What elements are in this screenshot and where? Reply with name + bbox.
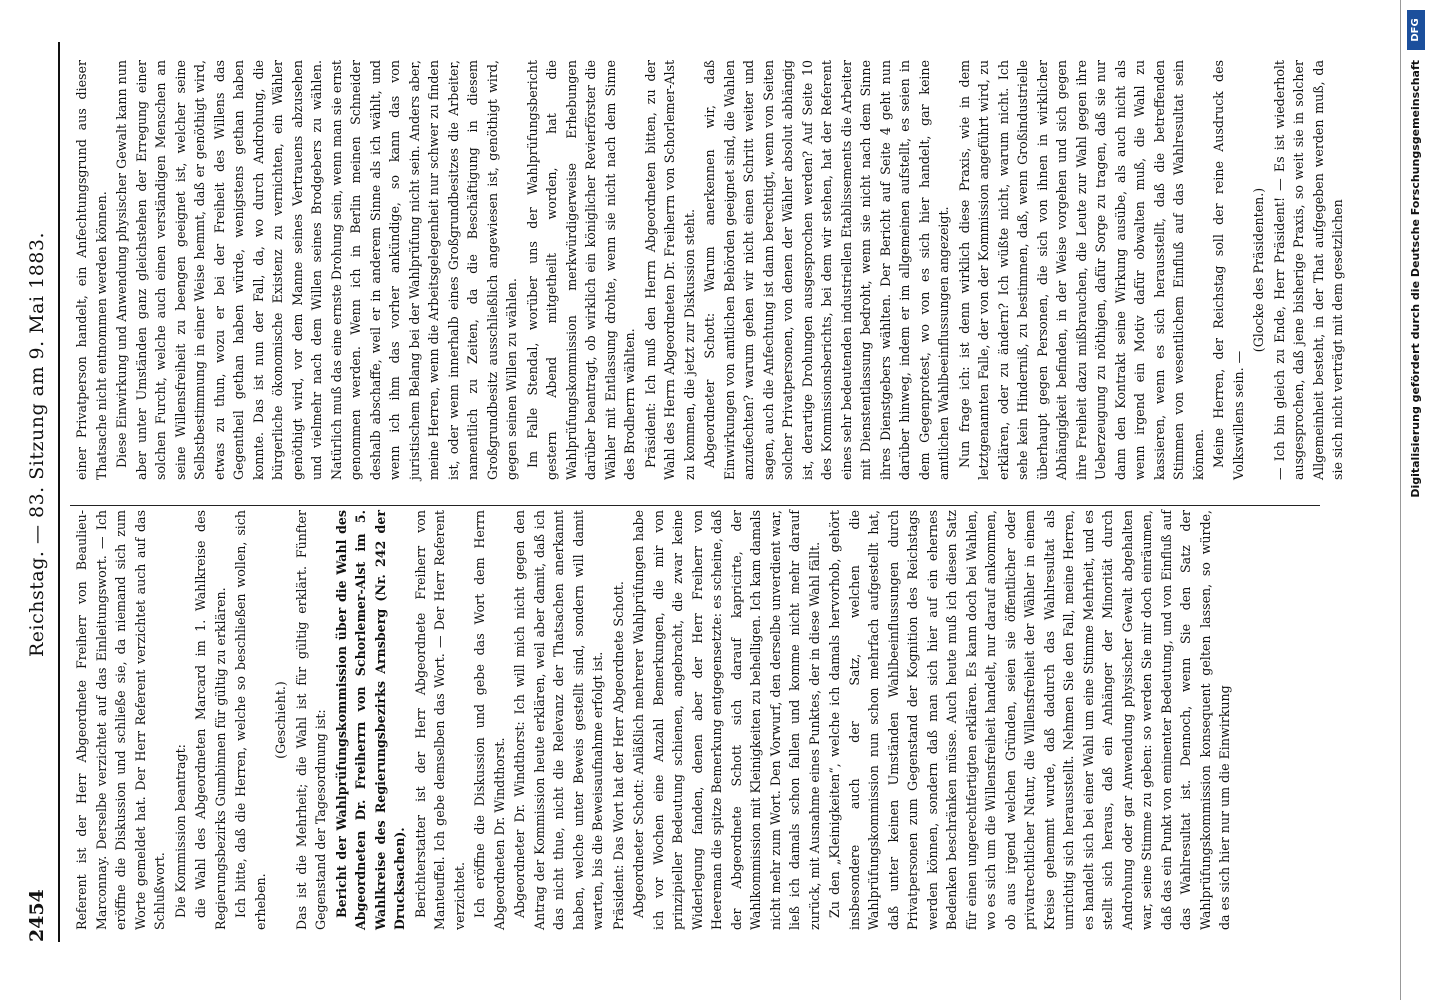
left-column (72, 510, 1236, 930)
paragraph: (Glocke des Präsidenten.) (1251, 187, 1266, 353)
paragraph: Referent ist der Herr Abgeordnete Freiherr von Beaulieu-Marconnay. Derselbe verzichtet auf das Einleitungswort. — Ich eröffne die Diskussion und schließe sie, da niemand sich zum Worte gemeldet hat. Der Herr Referent verzichtet auch auf das Schlußwort. (74, 510, 167, 930)
paragraph: Die Kommission beantragt: (172, 744, 188, 918)
digitization-credit: Digitalisierung gefördert durch die Deutsche Forschungsgemeinschaft (1409, 60, 1422, 498)
paragraph: Abgeordneter Dr. Windthorst: Ich will mich nicht gegen den Antrag der Kommission heute erklären, weil aber damit, daß ich das nicht thue, nicht die Relevanz der Thatsachen anerkannt haben, welche unter Beweis gestellt sind, sondern will damit warten, bis die Beweisaufnahme erfolgt ist. (512, 510, 605, 930)
column-divider (70, 505, 1320, 506)
paragraph: Ich bitte, daß die Herren, welche so beschließen wollen, sich erheben. (233, 510, 268, 930)
right-column (72, 60, 1349, 480)
paragraph: Diese Einwirkung und Anwendung physischer Gewalt kann nun aber unter Umständen ganz gleichstehen der Erregung einer solchen Furcht, welche auch einen verständigen Menschen an seine Willensfreiheit zu beengen geeignet ist, welcher seine Selbstbestimmung in einer Weise hemmt, daß er genöthigt wird, etwas zu thun, wozu er bei der Freiheit des Willens das Gegentheil gethan haben würde, wenigstens gethan haben konnte. Das ist nun der Fall, da, wo durch Androhung, die bürgerliche ökonomische Existenz zu vernichten, ein Wähler genöthigt wird, vor dem Manne seines Vertrauens abzusehen und vielmehr nach dem Willen seines Brodgebers zu wählen. Natürlich muß das eine ernste Drohung sein, wenn man sie ernst genommen werden. Wenn ich in Berlin meinen Schneider deshalb abschaffe, weil er in anderem Sinne als ich wählt, und wenn ich ihm das vorher ankündige, so kann das von juristischem Belang bei der Wahlprüfung nicht sein. Anders aber, meine Herren, wenn die Arbeitsgelegenheit nur schwer zu finden ist, oder wenn innerhalb eines Großgrundbesitzes die Arbeiter, namentlich zu Zeiten, da die Beschäftigung in diesem Großgrundbesitz ausschließlich angewiesen ist, genöthigt wird, gegen seinen Willen zu wählen. (114, 60, 519, 480)
dfg-logo: DFG (1407, 10, 1425, 50)
paragraph: Abgeordneter Schott: Warum anerkennen wir, daß Einwirkungen von amtlichen Behörden geeignet sind, die Wahlen anzufechten? warum gehen wir nicht einen Schritt weiter und sagen, auch die Anfechtung ist dann berechtigt, wenn von Seiten solcher Privatpersonen, von denen der Wähler absolut abhängig ist, derartige Drohungen ausgesprochen werden? Auf Seite 10 des Kommissionsberichts, bei dem wir stehen, hat der Referent eines sehr bedeutenden industriellen Etablissements die Arbeiter mit Dienstentlassung bedroht, wenn sie nicht nach dem Sinne ihres Dienstgebers wählten. Der Bericht auf Seite 4 geht nun darüber hinweg, indem er im allgemeinen aufstellt, es seien in dem Gegenprotest, wo von es sich hier handelt, gar keine amtlichen Wahlbeeinflussungen angezeigt. (702, 60, 951, 480)
paragraph: Abgeordneter Schott: Anläßlich mehrerer Wahlprüfungen habe ich vor Wochen eine Anzahl Bemerkungen, die mir von prinzipieller Bedeutung schienen, angebracht, die zwar keine Widerlegung fanden, denen aber der Herr Freiherr von Heereman die spitze Bemerkung entgegensetzte: es scheine, daß der Abgeordnete Schott sich darauf kapricirte, der Wahlkommission mit Kleinigkeiten zu behelligen. Ich kam damals nicht mehr zum Wort. Den Vorwurf, den derselbe unverdient war, ließ ich damals schon fallen und komme nicht mehr darauf zurück, mit Ausnahme eines Punktes, der in diese Wahl fällt. (631, 510, 822, 930)
paragraph: Zu den „Kleinigkeiten“, welche ich damals hervorhob, gehört insbesondere auch der Satz, welchen die Wahlprüfungskommission nun schon mehrfach aufgestellt hat, daß unter keinen Umständen Wahlbeeinflussungen durch Privatpersonen zum Gegenstand der Kognition des Reichstags werden können, sondern daß man sich hier auf ein ehernes Bedenken beschränken müsse. Auch heute muß ich diesen Satz für einen ungerechtfertigten erklären. Es kann doch bei Wahlen, wo es sich um die Willensfreiheit handelt, nur darauf ankommen, ob aus irgend welchen Gründen, seien sie öffentlicher oder privatrechtlicher Natur, die Willensfreiheit der Wähler in einem Kreise gehemmt wurde, daß dadurch das Wahlresultat als unrichtig sich herausstellt. Nehmen Sie den Fall, meine Herren, es handelt sich bei einer Wahl um eine Stimme Mehrheit, und es stellt sich heraus, daß ein Anhänger der Minorität durch Androhung oder gar Anwendung physischer Gewalt abgehalten war, seine Stimme zu geben: so werden Sie mir doch einräumen, daß das ein Punkt von eminenter Bedeutung, und von Einfluß auf das Wahlresultat ist. Dennoch, wenn Sie den Satz der Wahlprüfungskommission konsequent gelten lassen, so würde, da es sich hier nur um die Einwirkung (827, 510, 1232, 930)
paragraph: die Wahl des Abgeordneten Marcard im 1. Wahlkreise des Regierungsbezirks Gumbinnen für gültig zu erklären. (193, 510, 228, 930)
paragraph: Bericht der Wahlprüfungskommission über die Wahl des Abgeordneten Dr. Freiherrn von Schorlemer-Alst im 5. Wahlkreise des Regierungsbezirks Arnsberg (Nr. 242 der Drucksachen). (333, 510, 407, 930)
paragraph: Präsident: Das Wort hat der Herr Abgeordnete Schott. (610, 581, 626, 930)
paragraph: Nun frage ich: ist denn wirklich diese Praxis, wie in dem letztgenannten Falle, der von der Kommission angeführt wird, zu erklären, oder zu ändern? Ich wüßte nicht, warum nicht. Ich sehe kein Hinderniß, zu bestimmen, daß, wenn Großindustrielle überhaupt gegen Personen, die sich von ihnen in wirklicher Abhängigkeit befinden, in der Weise vorgehen und sich gegen ihre Freiheit dazu mißbrauchen, die Leute zur Wahl gegen ihre Ueberzeugung zu nöthigen, dafür Sorge zu tragen, daß sie nur dann den Kontrakt seine Wirkung ausübe, als auch nicht als wenn irgend ein Motiv dafür obwalten muß, die Wahl zu kassieren, wenn es sich herausstellt, daß die betreffenden Stimmen von wesentlichem Einfluß auf das Wahlresultat sein können. (956, 60, 1206, 480)
paragraph: Meine Herren, der Reichstag soll der reine Ausdruck des Volkswillens sein. — (1211, 60, 1246, 480)
paragraph: (Geschieht.) (273, 681, 288, 759)
paragraph: Das ist die Mehrheit; die Wahl ist für gültig erklärt. Fünfter Gegenstand der Tagesordnung ist: (293, 510, 328, 930)
paragraph: Berichterstatter ist der Herr Abgeordnete Freiherr von Manteuffel. Ich gebe demselben das Wort. — Der Herr Referent verzichtet. (412, 510, 467, 930)
paragraph: Ich eröffne die Diskussion und gebe das Wort dem Herrn Abgeordneten Dr. Windthorst. (472, 510, 507, 930)
page-number: 2454 (26, 889, 48, 942)
paragraph: Präsident: Ich muß den Herrn Abgeordneten bitten, zu der Wahl des Herrn Abgeordneten Dr. Freiherrn von Schorlemer-Alst zu kommen, die jetzt zur Diskussion steht. (642, 60, 697, 480)
paragraph: — Ich bin gleich zu Ende, Herr Präsident! — Es ist wiederholt ausgesprochen, daß jene bisherige Praxis, so weit sie in solcher Allgemeinheit besteht, in der That aufgegeben werden muß, da sie sich nicht verträgt mit dem gesetzlichen (1271, 60, 1345, 480)
page-header (18, 42, 60, 942)
paragraph: einer Privatperson handelt, ein Anfechtungsgrund aus dieser Thatsache nicht entnommen werden können. (74, 60, 109, 480)
running-title: Reichstag. — 83. Sitzung am 9. Mai 1883. (26, 231, 48, 657)
paragraph: Im Falle Stendal, worüber uns der Wahlprüfungsbericht gestern Abend mitgetheilt worden, hat die Wahlprüfungskommission merkwürdigerweise Erhebungen darüber beantragt, ob wirklich ein königlicher Revierförster die Wähler mit Entlassung drohte, wenn sie nicht nach dem Sinne des Brodherrn wählten. (524, 60, 637, 480)
page-footer (1400, 0, 1432, 1000)
